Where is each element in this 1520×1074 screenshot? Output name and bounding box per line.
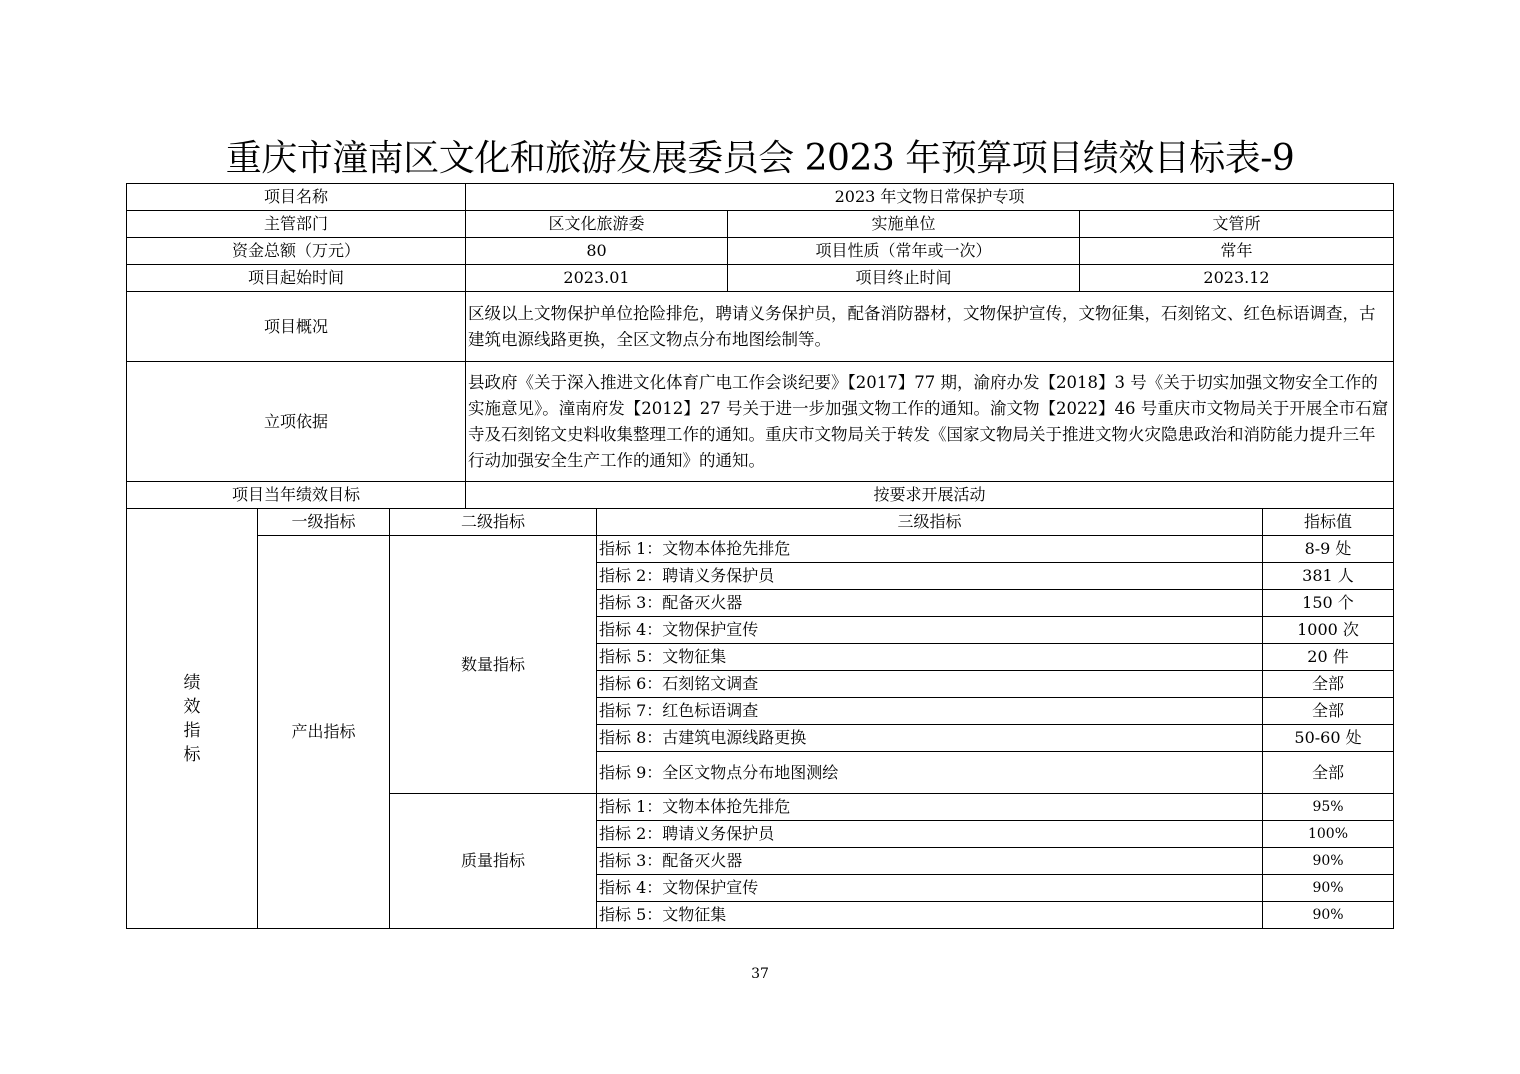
indicator-value: 95%: [1263, 794, 1394, 821]
basis-label: 立项依据: [127, 362, 466, 482]
section-char: 指: [183, 720, 201, 741]
start-value: 2023.01: [466, 265, 728, 292]
indicator-value: 90%: [1263, 902, 1394, 929]
indicator-name: 指标 2：聘请义务保护员: [597, 563, 1263, 590]
col-value-header: 指标值: [1263, 509, 1394, 536]
section-char: 效: [183, 696, 201, 717]
goal-label: 项目当年绩效目标: [127, 482, 466, 509]
dept-label: 主管部门: [127, 211, 466, 238]
indicator-value: 150 个: [1263, 590, 1394, 617]
overview-text: 区级以上文物保护单位抢险排危，聘请义务保护员，配备消防器材，文物保护宣传，文物征集，石刻铭文、红色标语调查，古建筑电源线路更换，全区文物点分布地图绘制等。: [466, 292, 1394, 362]
indicator-value: 20 件: [1263, 644, 1394, 671]
indicator-name: 指标 8：古建筑电源线路更换: [597, 725, 1263, 752]
dept-value: 区文化旅游委: [466, 211, 728, 238]
level1-output: 产出指标: [258, 536, 390, 929]
overview-label: 项目概况: [127, 292, 466, 362]
indicator-name: 指标 6：石刻铭文调查: [597, 671, 1263, 698]
end-label: 项目终止时间: [728, 265, 1080, 292]
indicator-name: 指标 3：配备灭火器: [597, 848, 1263, 875]
indicator-value: 1000 次: [1263, 617, 1394, 644]
project-name-label: 项目名称: [127, 184, 466, 211]
quantity-label: 数量指标: [390, 536, 597, 794]
col-level1-header: 一级指标: [258, 509, 390, 536]
indicator-name: 指标 1：文物本体抢先排危: [597, 536, 1263, 563]
indicator-name: 指标 5：文物征集: [597, 902, 1263, 929]
fund-value: 80: [466, 238, 728, 265]
basis-text: 县政府《关于深入推进文化体育广电工作会谈纪要》【2017】77 期，渝府办发【2018】3 号《关于切实加强文物安全工作的实施意见》。潼南府发【2012】27 号关于进一步加强文物工作的通知。渝文物【2022】46 号重庆市文物局关于开展全市石窟寺及石刻铭文史料收集整理工作的通知。重庆市文物局关于转发《国家文物局关于推进文物火灾隐患政治和消防能力提升三年行动加强安全生产工作的通知》的通知。: [466, 362, 1394, 482]
indicator-name: 指标 2：聘请义务保护员: [597, 821, 1263, 848]
fund-label: 资金总额（万元）: [127, 238, 466, 265]
section-char: 绩: [183, 672, 201, 693]
indicator-value: 全部: [1263, 671, 1394, 698]
page-number: 37: [751, 966, 769, 982]
project-name-value: 2023 年文物日常保护专项: [466, 184, 1394, 211]
indicator-value: 90%: [1263, 848, 1394, 875]
indicator-name: 指标 1：文物本体抢先排危: [597, 794, 1263, 821]
nature-label: 项目性质（常年或一次）: [728, 238, 1080, 265]
indicator-name: 指标 7：红色标语调查: [597, 698, 1263, 725]
indicator-value: 90%: [1263, 875, 1394, 902]
indicator-name: 指标 4：文物保护宣传: [597, 617, 1263, 644]
indicator-value: 381 人: [1263, 563, 1394, 590]
nature-value: 常年: [1080, 238, 1394, 265]
performance-target-table: [126, 183, 1394, 929]
indicator-value: 8-9 处: [1263, 536, 1394, 563]
indicator-value: 100%: [1263, 821, 1394, 848]
end-value: 2023.12: [1080, 265, 1394, 292]
indicators-section-label: [127, 509, 258, 929]
indicator-name: 指标 5：文物征集: [597, 644, 1263, 671]
start-label: 项目起始时间: [127, 265, 466, 292]
indicator-value: 50-60 处: [1263, 725, 1394, 752]
indicator-name: 指标 4：文物保护宣传: [597, 875, 1263, 902]
page-title: 重庆市潼南区文化和旅游发展委员会 2023 年预算项目绩效目标表-9: [225, 138, 1295, 179]
impl-unit-value: 文管所: [1080, 211, 1394, 238]
indicator-value: 全部: [1263, 752, 1394, 794]
quality-label: 质量指标: [390, 794, 597, 929]
col-level2-header: 二级指标: [390, 509, 597, 536]
impl-unit-label: 实施单位: [728, 211, 1080, 238]
indicator-name: 指标 3：配备灭火器: [597, 590, 1263, 617]
section-char: 标: [183, 744, 201, 765]
indicator-value: 全部: [1263, 698, 1394, 725]
indicator-name: 指标 9：全区文物点分布地图测绘: [597, 752, 1263, 794]
col-level3-header: 三级指标: [597, 509, 1263, 536]
goal-value: 按要求开展活动: [466, 482, 1394, 509]
